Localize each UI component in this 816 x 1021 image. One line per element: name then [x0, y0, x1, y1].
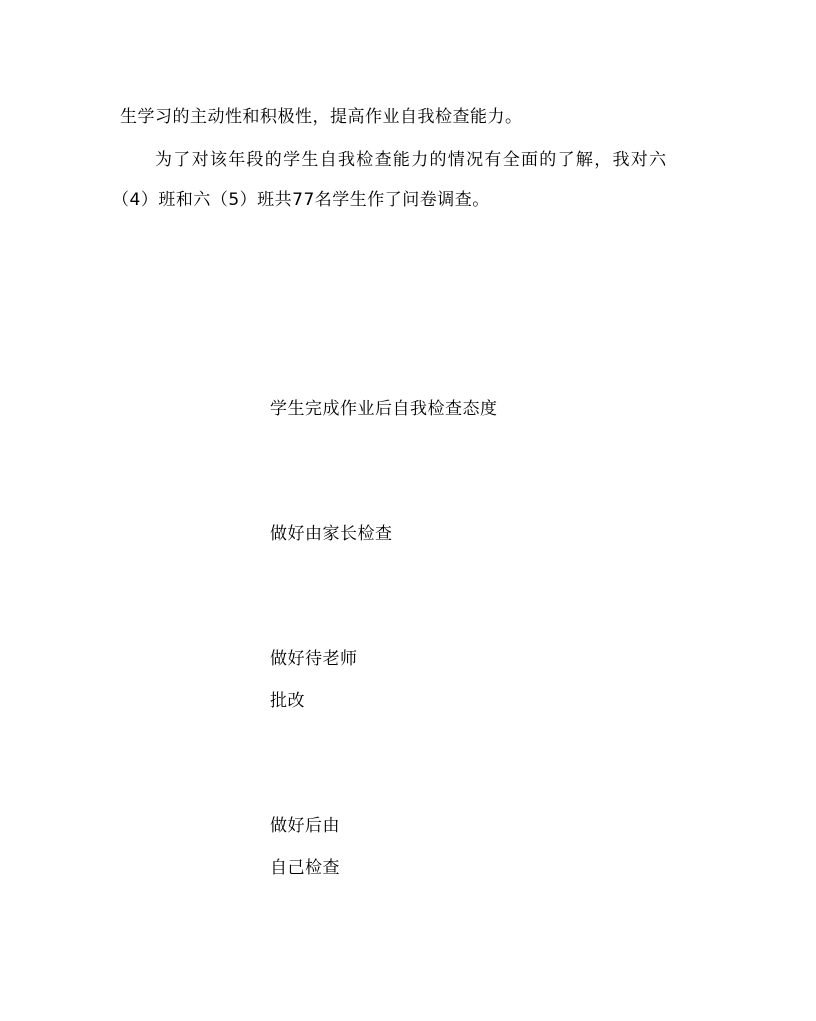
- chart-label-teacher-check-line-2: 批改: [270, 691, 305, 711]
- chart-title: 学生完成作业后自我检查态度: [270, 399, 498, 419]
- paragraph-line-2: 为了对该年段的学生自我检查能力的情况有全面的了解，我对六: [155, 150, 668, 170]
- chart-label-teacher-check-line-1: 做好待老师: [270, 649, 358, 669]
- chart-label-self-check-line-1: 做好后由: [270, 816, 340, 836]
- chart-label-self-check-line-2: 自己检查: [270, 858, 340, 878]
- chart-label-parent-check: 做好由家长检查: [270, 524, 393, 544]
- paragraph-line-3: （4）班和六（5）班共77名学生作了问卷调查。: [112, 190, 490, 210]
- paragraph-line-1: 生学习的主动性和积极性，提高作业自我检查能力。: [120, 107, 523, 127]
